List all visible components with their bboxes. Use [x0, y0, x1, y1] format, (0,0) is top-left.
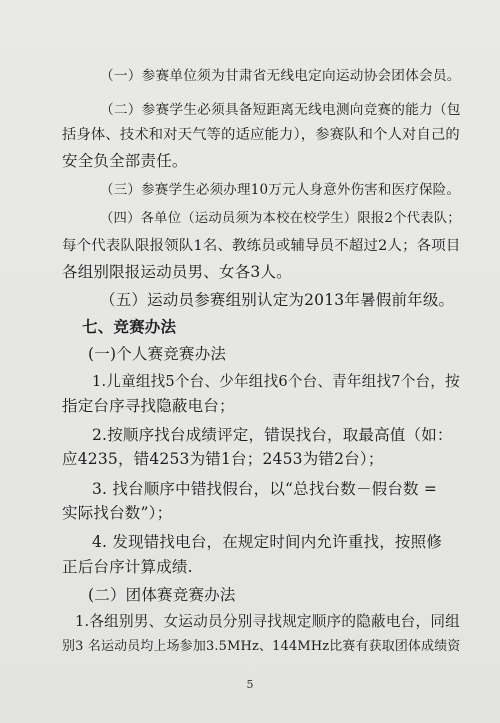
rule-2-line-b: 括身体、技术和对天气等的适应能力），参赛队和个人对自己的 — [62, 127, 460, 143]
team-item-1-line-b: 别3 名运动员均上场参加3.5MHz、144MHz比赛有获取团体成绩资 — [62, 639, 461, 654]
rule-2-line-a: （二）参赛学生必须具备短距离无线电测向竞赛的能力（包 — [100, 102, 461, 118]
rule-3-line: （三）参赛学生必须办理10万元人身意外伤害和医疗保险。 — [100, 182, 461, 198]
page-number: 5 — [246, 678, 254, 691]
subsection-individual-heading: (一)个人赛竞赛办法 — [88, 345, 227, 363]
individual-item-4-line-a: 4. 发现错找电台，在规定时间内允许重找，按照修 — [92, 533, 443, 551]
individual-item-1-line-b: 指定台序寻找隐蔽电台； — [62, 397, 235, 415]
subsection-team-heading: (二）团体赛竞赛办法 — [88, 586, 236, 604]
rule-1-line: （一）参赛单位须为甘肃省无线电定向运动协会团体会员。 — [100, 68, 461, 84]
team-item-1-line-a: 1.各组别男、女运动员分别寻找规定顺序的隐蔽电台，同组 — [75, 613, 460, 630]
rule-4-line-c: 各组别限报运动员男、女各3人。 — [62, 263, 292, 281]
rule-4-line-b: 每个代表队限报领队1名、教练员或辅导员不超过2人；各项目 — [62, 238, 461, 254]
rule-4-line-a: （四）各单位（运动员须为本校在校学生）限报2个代表队； — [100, 211, 461, 226]
individual-item-2-line-b: 应4235，错4253为错1台；2453为错2台）； — [62, 450, 384, 468]
individual-item-2-line-a: 2.按顺序找台成绩评定，错误找台，取最高值（如： — [92, 426, 453, 444]
rule-2-line-c: 安全负全部责任。 — [62, 152, 188, 170]
individual-item-4-line-b: 正后台序计算成绩. — [62, 558, 193, 576]
individual-item-1-line-a: 1.儿童组找5个台、少年组找6个台、青年组找7个台，按 — [92, 373, 460, 390]
section-heading: 七、竞赛办法 — [82, 318, 177, 336]
individual-item-3-line-b: 实际找台数”）； — [62, 504, 173, 522]
individual-item-3-line-a: 3. 找台顺序中错找假台，以“总找台数－假台数 = — [92, 480, 438, 498]
rule-5-line: （五）运动员参赛组别认定为2013年暑假前年级。 — [100, 291, 455, 309]
